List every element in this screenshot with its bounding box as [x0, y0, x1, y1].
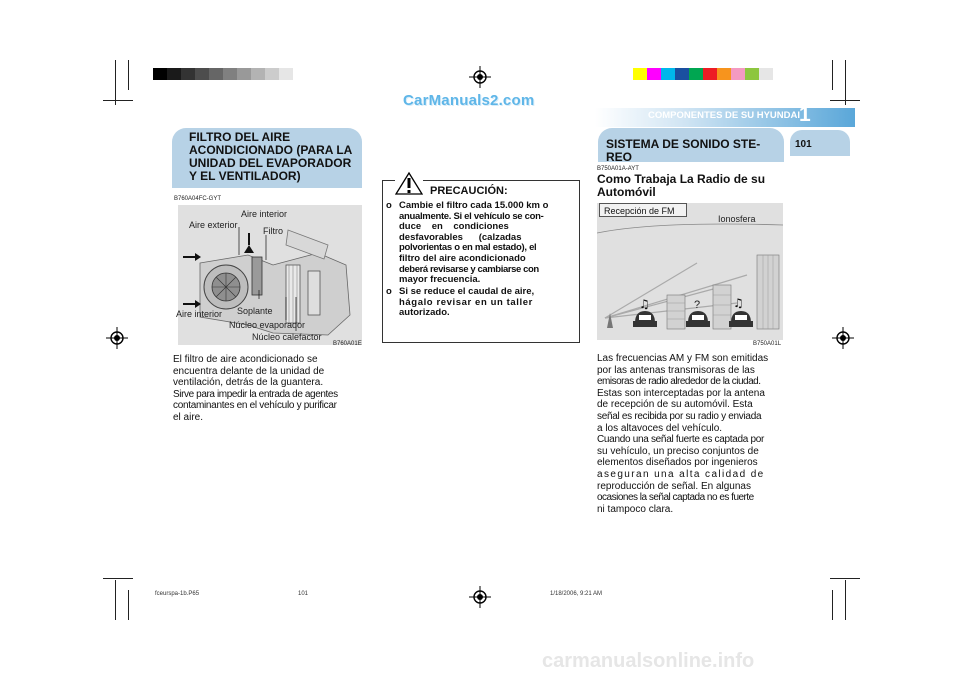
left-section-code: B760A04FC-GYT [174, 196, 222, 202]
crop-mark [830, 578, 860, 579]
color-swatch [223, 68, 237, 80]
left-title: FILTRO DEL AIRE ACONDICIONADO (PARA LA UNIDAD DEL EVAPORADOR Y EL VENTILADOR) [189, 130, 353, 183]
crop-mark [832, 590, 833, 620]
color-swatch [195, 68, 209, 80]
footer-page: 101 [298, 591, 309, 597]
crop-mark [128, 60, 129, 90]
footer-filename: fceurspa-1b.P65 [155, 591, 200, 597]
color-swatch [209, 68, 223, 80]
fm-reception-tag: Recepción de FM [599, 203, 687, 217]
label-ionosfera: Ionosfera [718, 214, 756, 224]
crop-mark [845, 580, 846, 620]
section-number: 1 [799, 103, 811, 126]
bullet: o [386, 200, 392, 211]
crop-mark [128, 590, 129, 620]
crop-mark [115, 580, 116, 620]
color-swatch [153, 68, 167, 80]
section-title: COMPONENTES DE SU HYUNDAI [648, 110, 801, 121]
svg-text:♫: ♫ [733, 296, 744, 310]
color-swatch [265, 68, 279, 80]
label-question-mark: ? [694, 299, 701, 311]
color-swatch [237, 68, 251, 80]
gray-color-bar [153, 68, 293, 80]
bottom-watermark: carmanualsonline.info [542, 650, 755, 672]
color-swatch [675, 68, 689, 80]
color-swatch [703, 68, 717, 80]
footer-date: 1/18/2006, 9:21 AM [550, 591, 603, 597]
crop-mark [103, 100, 133, 101]
right-title: SISTEMA DE SONIDO STE- REO [606, 137, 761, 164]
crop-mark [103, 578, 133, 579]
color-swatch [167, 68, 181, 80]
page-number: 101 [795, 139, 812, 150]
caution-box [382, 180, 580, 343]
watermark-link[interactable]: CarManuals2.com [403, 92, 535, 109]
left-figure-code: B760A01E [333, 341, 362, 347]
label-aire-interior-left: Aire interior [176, 309, 223, 319]
label-soplante: Soplante [237, 306, 273, 316]
registration-mark-icon [106, 327, 128, 349]
warning-exclamation-icon [395, 171, 423, 195]
label-aire-interior-top: Aire interior [241, 209, 288, 219]
color-swatch [717, 68, 731, 80]
left-paragraph: El filtro de aire acondicionado se encuentra delante de la unidad de ventilación, detrás de la guantera. Sirve para impedir la entrada de agentes contaminantes en el vehículo y purificar el aire. [173, 354, 338, 423]
color-swatch [759, 68, 773, 80]
color-swatch [661, 68, 675, 80]
right-paragraph: Las frecuencias AM y FM son emitidas por las antenas transmisoras de las emisoras de radio alrededor de la ciudad. Estas son interceptadas por la antena de recepción de su automóvil. Esta señal es recibida por su radio y enviada a los altavoces del vehículo. Cuando una señal fuerte es captada por su vehículo, un preciso conjuntos de elementos diseñados por ingenieros aseguran una alta calidad de reproducción de señal. En algunas ocasiones la señal captada no es fuerte ni tampoco clara. [597, 353, 769, 515]
registration-mark-icon [469, 66, 491, 88]
color-swatch [279, 68, 293, 80]
caution-item: o Si se reduce el caudal de aire, hágalo revisar en un taller autorizado. [386, 286, 535, 319]
bullet: o [386, 286, 392, 297]
registration-mark-icon [469, 586, 491, 608]
right-figure-code: B750A01L [753, 341, 782, 347]
color-swatch [745, 68, 759, 80]
label-nucleo-calefactor: Núcleo calefactor [252, 332, 322, 342]
caution-item: o Cambie el filtro cada 15.000 km o anualmente. Si el vehículo se con- duce en condiciones desfavorables (calzadas polvorientas o en mal estado), el filtro del aire acondicionado deberá revisarse y cambiarse con mayor frecuencia. [386, 200, 549, 286]
color-swatch [181, 68, 195, 80]
process-color-bar [633, 68, 773, 80]
color-swatch [647, 68, 661, 80]
label-aire-exterior: Aire exterior [189, 220, 238, 230]
registration-mark-icon [832, 327, 854, 349]
label-filtro: Filtro [263, 226, 283, 236]
color-swatch [689, 68, 703, 80]
svg-text:♫: ♫ [639, 297, 650, 311]
crop-mark [845, 60, 846, 105]
color-swatch [633, 68, 647, 80]
right-section-code: B750A01A-AYT [597, 166, 639, 172]
caution-title: PRECAUCIÓN: [430, 185, 508, 197]
color-swatch [731, 68, 745, 80]
color-swatch [251, 68, 265, 80]
crop-mark [832, 60, 833, 90]
crop-mark [115, 60, 116, 105]
right-subtitle: Como Trabaja La Radio de su Automóvil [597, 172, 766, 199]
label-nucleo-evaporador: Núcleo evaporador [229, 320, 306, 330]
